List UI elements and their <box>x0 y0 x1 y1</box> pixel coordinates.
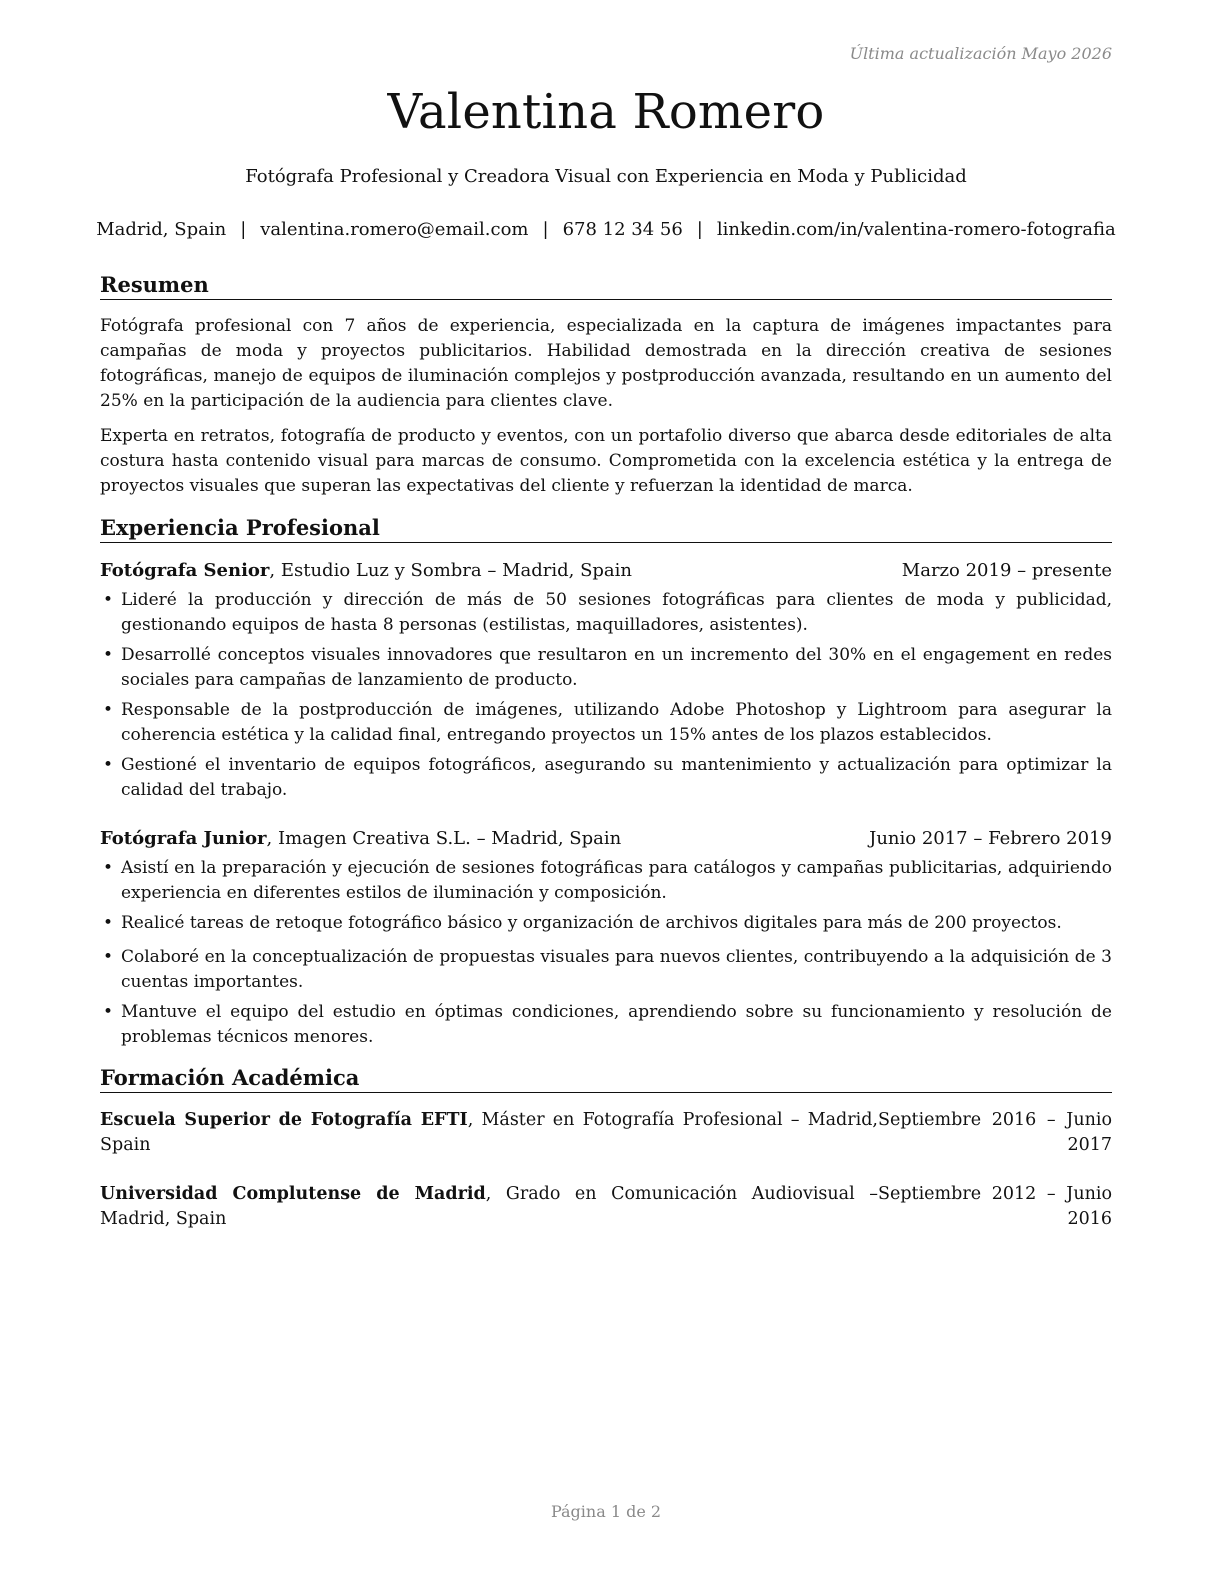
bullet-text: Responsable de la postproducción de imágenes, utilizando Adobe Photoshop y Lightroom para asegurar la coherencia estética y la calidad final, entregando proyectos un 15% antes de los plazos establecidos. <box>121 700 1112 745</box>
bullet-icon: • <box>103 913 114 933</box>
contact-linkedin[interactable]: linkedin.com/in/valentina-romero-fotografia <box>716 219 1116 240</box>
bullet-text: Gestioné el inventario de equipos fotográficos, asegurando su mantenimiento y actualización para optimizar la calidad del trabajo. <box>121 755 1112 800</box>
section-title-summary: Resumen <box>100 272 1112 300</box>
bullet-icon: • <box>103 947 114 967</box>
education-school: Universidad Complutense de Madrid <box>100 1184 486 1204</box>
section-title-education: Formación Académica <box>100 1065 1112 1093</box>
job-company: , Estudio Luz y Sombra – Madrid, Spain <box>269 560 633 581</box>
job-title-line <box>100 826 621 851</box>
education-entry <box>100 1108 1112 1158</box>
job-company: , Imagen Creativa S.L. – Madrid, Spain <box>266 828 622 849</box>
resume-page <box>96 0 1116 1584</box>
job-title-line <box>100 558 632 583</box>
job-dates: Marzo 2019 – presente <box>901 560 1112 581</box>
bullet-text: Asistí en la preparación y ejecución de sesiones fotográficas para catálogos y campañas publicitarias, adquiriendo experiencia en diferentes estilos de iluminación y composición. <box>121 858 1112 903</box>
contact-line <box>92 219 1120 240</box>
education-dates: Septiembre 2012 – Junio 2016 <box>878 1184 1112 1229</box>
summary-paragraph: Experta en retratos, fotografía de producto y eventos, con un portafolio diverso que abarca desde editoriales de alta costura hasta contenido visual para marcas de consumo. Comprometida con la excelencia estética y la entrega de proyectos visuales que superan las expectativas del cliente y refuerzan la identidad de marca. <box>100 426 1112 496</box>
page-number: Página 1 de 2 <box>550 1502 662 1521</box>
education-degree: , Máster en Fotografía Profesional – Madrid, Spain <box>100 1110 878 1155</box>
list-item <box>100 643 1112 693</box>
bullet-icon: • <box>103 1002 114 1022</box>
contact-email[interactable]: valentina.romero@email.com <box>260 219 529 240</box>
list-item <box>100 753 1112 803</box>
bullet-icon: • <box>103 858 114 878</box>
list-item <box>100 911 1112 936</box>
list-item <box>100 1000 1112 1050</box>
bullet-text: Colaboré en la conceptualización de propuestas visuales para nuevos clientes, contribuyendo a la adquisición de 3 cuentas importantes. <box>121 947 1112 992</box>
summary-paragraph: Fotógrafa profesional con 7 años de experiencia, especializada en la captura de imágenes impactantes para campañas de moda y proyectos publicitarios. Habilidad demostrada en la dirección creativa de sesiones fotográficas, manejo de equipos de iluminación complejos y postproducción avanzada, resultando en un aumento del 25% en la participación de la audiencia para clientes clave. <box>100 316 1112 411</box>
last-updated-note: Última actualización Mayo 2026 <box>849 44 1112 63</box>
job-dates: Junio 2017 – Febrero 2019 <box>869 828 1112 849</box>
contact-separator: | <box>696 219 703 240</box>
education-dates: Septiembre 2016 – Junio 2017 <box>878 1110 1112 1155</box>
bullet-icon: • <box>103 590 114 610</box>
contact-phone: 678 12 34 56 <box>562 219 683 240</box>
job-header <box>100 558 1112 583</box>
bullet-icon: • <box>103 700 114 720</box>
education-school: Escuela Superior de Fotografía EFTI <box>100 1110 468 1130</box>
list-item <box>100 698 1112 748</box>
list-item <box>100 588 1112 638</box>
job-role: Fotógrafa Junior <box>100 828 267 849</box>
job-role: Fotógrafa Senior <box>100 560 270 581</box>
job-bullets <box>100 588 1112 808</box>
bullet-text: Desarrollé conceptos visuales innovadores que resultaron en un incremento del 30% en el engagement en redes sociales para campañas de lanzamiento de producto. <box>121 645 1112 690</box>
education-entry <box>100 1182 1112 1232</box>
job-header <box>100 826 1112 851</box>
candidate-headline: Fotógrafa Profesional y Creadora Visual con Experiencia en Moda y Publicidad <box>245 166 967 187</box>
bullet-text: Realicé tareas de retoque fotográfico básico y organización de archivos digitales para más de 200 proyectos. <box>121 913 1062 933</box>
bullet-icon: • <box>103 645 114 665</box>
education-institution-line <box>100 1182 878 1232</box>
bullet-text: Mantuve el equipo del estudio en óptimas condiciones, aprendiendo sobre su funcionamiento y resolución de problemas técnicos menores. <box>121 1002 1112 1047</box>
bullet-text: Lideré la producción y dirección de más de 50 sesiones fotográficas para clientes de moda y publicidad, gestionando equipos de hasta 8 personas (estilistas, maquilladores, asistentes). <box>121 590 1112 635</box>
contact-separator: | <box>542 219 549 240</box>
candidate-name: Valentina Romero <box>387 84 825 140</box>
job-bullets <box>100 856 1112 1055</box>
contact-separator: | <box>240 219 247 240</box>
contact-location: Madrid, Spain <box>96 219 227 240</box>
education-degree: , Grado en Comunicación Audiovisual – Madrid, Spain <box>100 1184 878 1229</box>
section-title-experience: Experiencia Profesional <box>100 515 1112 543</box>
list-item <box>100 856 1112 906</box>
bullet-icon: • <box>103 755 114 775</box>
education-institution-line <box>100 1108 878 1158</box>
list-item <box>100 945 1112 995</box>
